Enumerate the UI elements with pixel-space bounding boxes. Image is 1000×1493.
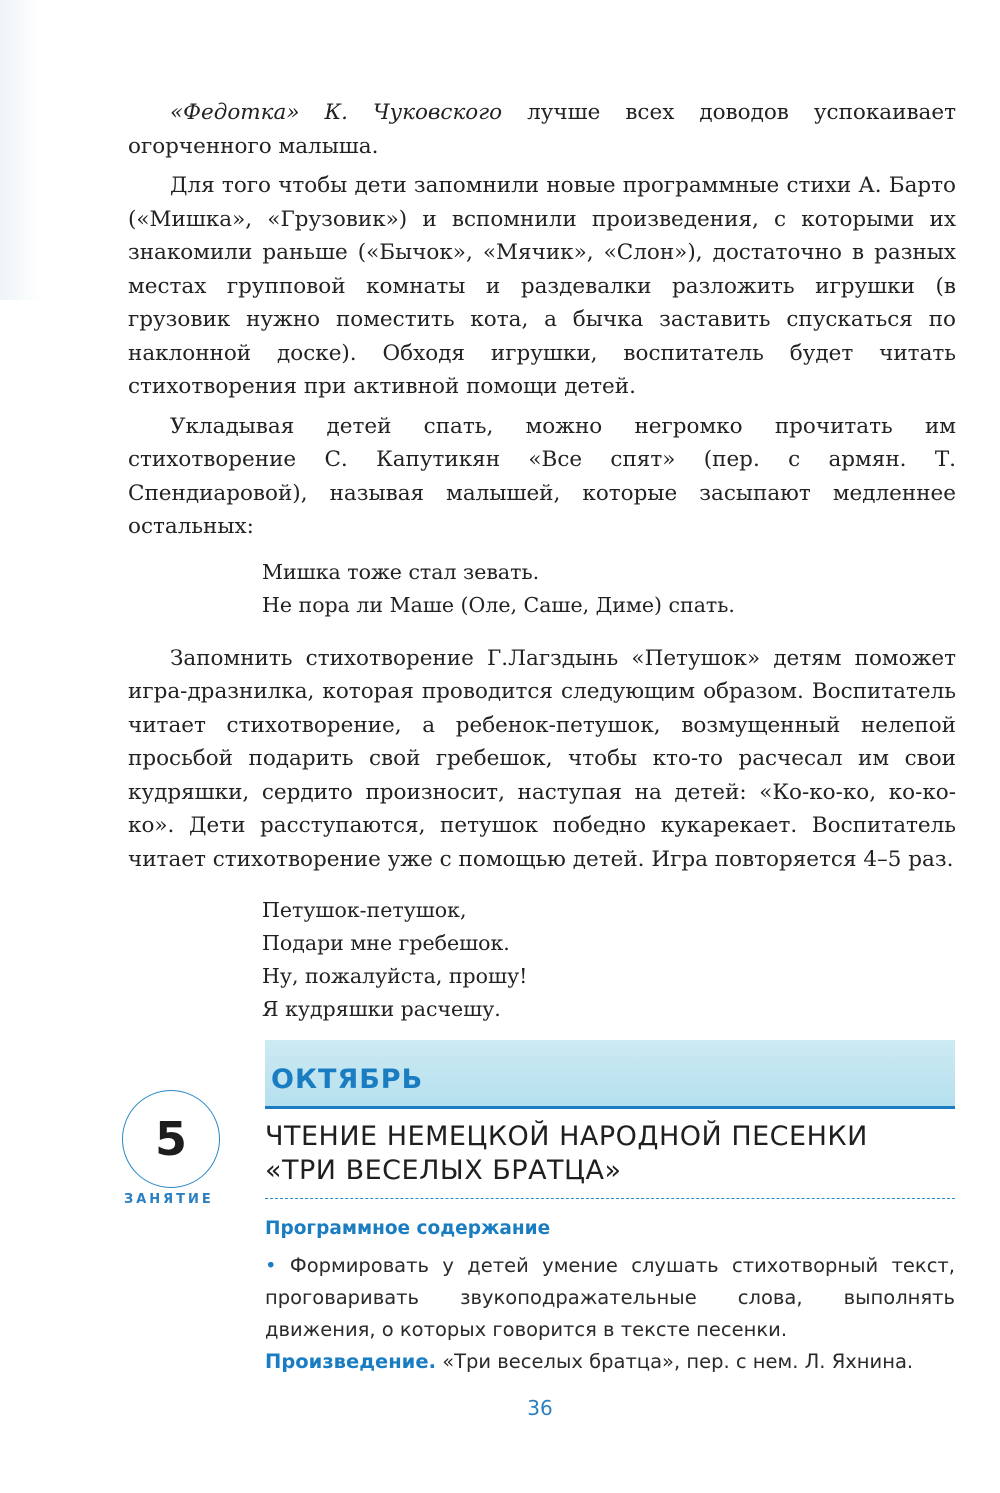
lesson-label: ЗАНЯТИЕ xyxy=(124,1192,214,1207)
verse-line: Ну, пожалуйста, прошу! xyxy=(262,964,528,988)
lesson-title xyxy=(265,1120,955,1188)
main-text xyxy=(128,96,956,1046)
lesson-title-line1: ЧТЕНИЕ НЕМЕЦКОЙ НАРОДНОЙ ПЕСЕНКИ xyxy=(265,1121,868,1152)
paragraph-fedotka xyxy=(128,96,956,163)
fedotka-title: «Федотка» К. Чуковского xyxy=(170,100,503,125)
work-line xyxy=(265,1350,965,1373)
program-heading: Программное содержание xyxy=(265,1218,551,1239)
verse-line: Подари мне гребешок. xyxy=(262,931,510,955)
paragraph-kaputikyan: Укладывая детей спать, можно негромко прочитать им стихотворение С. Капутикян «Все спят» (пер. с армян. Т. Спендиаровой), называя малышей, которые засыпают медленнее остальных: xyxy=(128,413,956,539)
program-text-body: Формировать у детей умение слушать стихотворный текст, проговаривать звукоподражательные слова, выполнять движения, о которых говорится в тексте песенки. xyxy=(265,1254,955,1341)
page-number: 36 xyxy=(527,1396,553,1420)
bullet-icon: • xyxy=(265,1254,277,1277)
title-divider xyxy=(265,1198,955,1199)
paragraph-lagzdyn: Запомнить стихотворение Г.Лагздынь «Петушок» детям поможет игра-дразнилка, которая проводится следующим образом. Воспитатель читает стихотворение, а ребенок-петушок, возмущенный нелепой просьбой подарить свой гребешок, чтобы кто-то расчесал им свои кудряшки, сердито произносит, наступая на детей: «Ко-ко-ко, ко-ко-ко». Дети расступаются, петушок победно кукарекает. Воспитатель читает стихотворение уже с помощью детей. Игра повторяется 4–5 раз. xyxy=(128,645,956,872)
lesson-number: 5 xyxy=(154,1112,187,1166)
page-edge-shadow xyxy=(0,0,40,300)
verse-petushok xyxy=(262,894,956,1026)
verse-line: Мишка тоже стал зевать. xyxy=(262,559,540,584)
program-text xyxy=(265,1250,955,1346)
fedotka-rest: лучше всех доводов успокаивает огорченного малыша. xyxy=(128,100,956,159)
work-text: «Три веселых братца», пер. с нем. Л. Яхнина. xyxy=(442,1350,914,1373)
month-band xyxy=(265,1040,955,1106)
month-title: ОКТЯБРЬ xyxy=(271,1064,424,1095)
lesson-number-badge xyxy=(122,1090,220,1188)
verse-line: Я кудряшки расчешу. xyxy=(262,997,501,1021)
work-label: Произведение. xyxy=(265,1350,436,1373)
lesson-title-line2: «ТРИ ВЕСЕЛЫХ БРАТЦА» xyxy=(265,1155,622,1186)
paragraph-barto: Для того чтобы дети запомнили новые программные стихи А. Барто («Мишка», «Грузовик») и вспомнили произведения, с которыми их знакомили раньше («Бычок», «Мячик», «Слон»), достаточно в разных местах групповой комнаты и раздевалки разложить игрушки (в грузовик нужно поместить кота, а бычка заставить спускаться по наклонной доске). Обходя игрушки, воспитатель будет читать стихотворения при активной помощи детей. xyxy=(128,173,956,399)
verse-line: Петушок-петушок, xyxy=(262,898,467,922)
verse-kaputikyan xyxy=(262,556,956,622)
month-divider xyxy=(265,1106,955,1109)
verse-line: Не пора ли Маше (Оле, Саше, Диме) спать. xyxy=(262,592,735,617)
